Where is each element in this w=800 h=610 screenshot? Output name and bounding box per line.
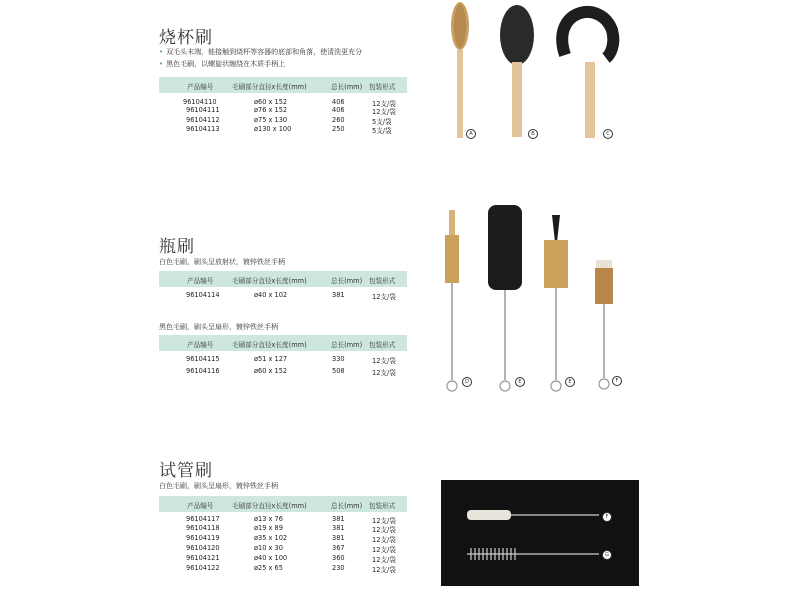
table-row: 96104112 ø75 x 130 260 5支/袋	[186, 116, 392, 126]
brush-a-image	[451, 2, 469, 138]
test-tube-brush-photo	[441, 480, 639, 586]
table-row: 96104120 ø10 x 30 367 12支/袋	[186, 544, 396, 554]
brush-b-image	[500, 5, 534, 137]
label-f-badge: F	[612, 376, 622, 386]
brush-e1-image	[488, 205, 522, 391]
table-row: 96104117 ø13 x 76 381 12支/袋	[186, 515, 396, 525]
table-row: 96104119 ø35 x 102 381 12支/袋	[186, 534, 396, 544]
section-title-test-tube-brush: 试管刷	[159, 461, 213, 481]
bottle-desc-1: 白色毛刷，刷头呈放射状，镀锌铁丝手柄	[159, 258, 285, 266]
bullet-1: • 双毛头末端，能接触到烧杯等容器的底部和角落，使清洗更充分	[159, 48, 363, 56]
table-row: 96104111 ø76 x 152 406 12支/袋	[186, 106, 396, 116]
brush-d-image	[445, 210, 459, 391]
table-row: 96104121 ø40 x 100 360 12支/袋	[186, 554, 396, 564]
table-row: 96104122 ø25 x 65 230 12支/袋	[186, 564, 396, 574]
label-c-badge: C	[603, 129, 613, 139]
beaker-brush-photos	[440, 0, 630, 150]
brush-e2-image	[544, 215, 568, 391]
section-title-beaker-brush: 烧杯刷	[159, 28, 213, 48]
section-title-bottle-brush: 瓶刷	[159, 237, 195, 257]
bottle-desc-2: 黑色毛刷，刷头呈扇形，镀锌铁丝手柄	[159, 323, 278, 331]
table-header-bottle-2: 产品编号 毛刷部分直径x长度(mm) 总长(mm) 包装形式	[159, 335, 407, 351]
label-g-badge: G	[602, 550, 612, 560]
table-row: 96104113 ø130 x 100 250 5支/袋	[186, 125, 392, 135]
table-header-bottle-1: 产品编号 毛刷部分直径x长度(mm) 总长(mm) 包装形式	[159, 271, 407, 287]
table-header-test-tube: 产品编号 毛刷部分直径x长度(mm) 总长(mm) 包装形式	[159, 496, 407, 512]
brush-f-image	[595, 260, 613, 389]
label-b-badge: B	[528, 129, 538, 139]
table-row: 96104110 ø60 x 152 406 12支/袋	[183, 98, 396, 108]
label-e2-badge: E	[565, 377, 575, 387]
table-row: 96104118 ø19 x 89 381 12支/袋	[186, 524, 396, 534]
bullet-2: • 黑色毛刷，以螺旋状缠绕在木质手柄上	[159, 60, 286, 68]
table-row: 96104114 ø40 x 102 381 12支/袋	[186, 291, 396, 301]
brush-c-image	[562, 12, 613, 138]
test-tube-desc: 白色毛刷，刷头呈扇形，镀锌铁丝手柄	[159, 482, 278, 490]
bottle-brush-photos	[440, 200, 630, 400]
test-tube-brush-image	[441, 480, 639, 586]
label-f2-badge: F	[602, 512, 612, 522]
table-row: 96104116 ø60 x 152 508 12支/袋	[186, 367, 396, 377]
label-d-badge: D	[462, 377, 472, 387]
label-a-badge: A	[466, 129, 476, 139]
label-e1-badge: E	[515, 377, 525, 387]
table-row: 96104115 ø51 x 127 330 12支/袋	[186, 355, 396, 365]
table-header-beaker: 产品编号 毛刷部分直径x长度(mm) 总长(mm) 包装形式	[159, 77, 407, 93]
